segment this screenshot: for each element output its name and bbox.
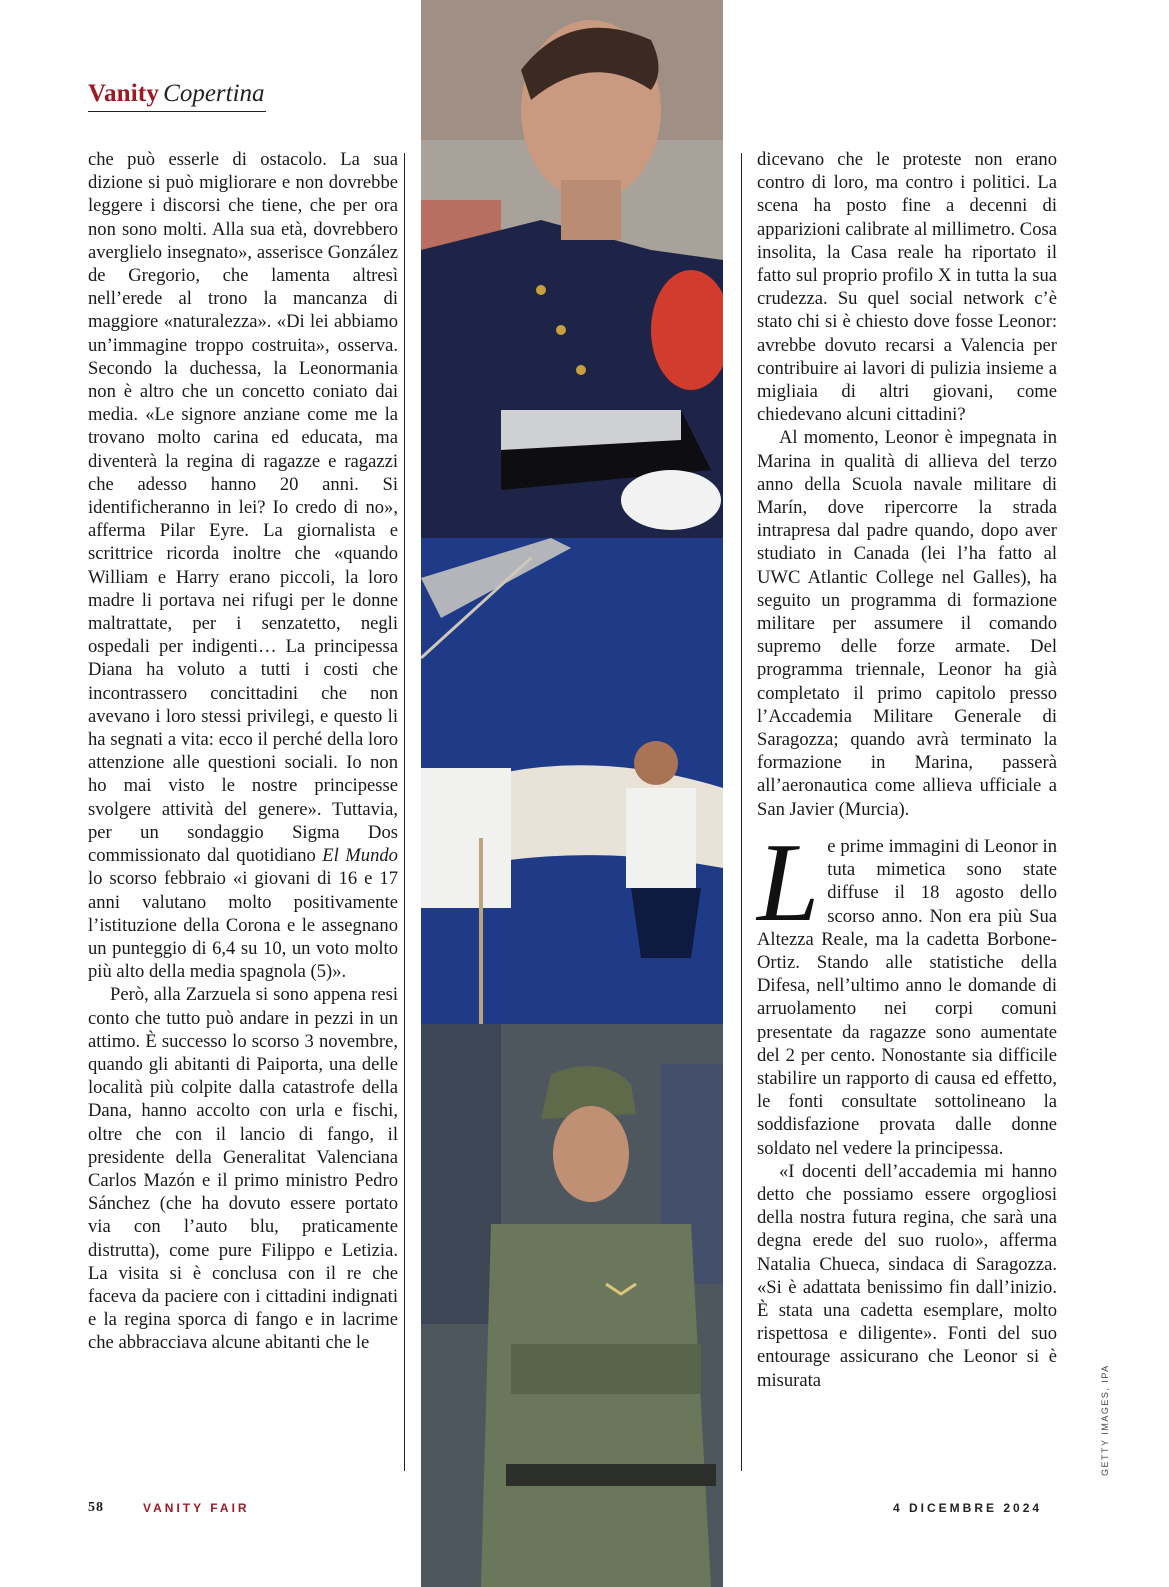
- photo-credit: GETTY IMAGES, IPA: [1100, 1364, 1110, 1476]
- paragraph: Però, alla Zarzuela si sono appena resi conto che tutto può andare in pezzi in un attimo. È successo lo scorso 3 novembre, quando gli abitanti di Paiporta, una delle località più colpite dalla catastrofe della Dana, hanno accolto con urla e fischi, oltre che con il lancio di fango, il presidente della Generalitat Valenciana Carlos Mazón e il primo ministro Pedro Sánchez (che ha dovuto essere portato via con l’auto blu, praticamente distrutta), come pure Filippo e Letizia. La visita si è conclusa con il re che faceva da paciere con i cittadini indignati e la regina sporca di fango e in lacrime che abbracciava alcune abitanti che le: [88, 984, 398, 1354]
- right-column: [757, 148, 1057, 1392]
- photo-sailors-rigging-illustration: [421, 538, 723, 1024]
- paragraph: e prime immagini di Leonor in tuta mimetica sono state diffuse il 18 agosto dello scorso anno. Non era più Sua Altezza Reale, ma la cadetta Borbone-Ortiz. Stando alle statistiche della Difesa, nell’ultimo anno le domande di arruolamento nei corpi comuni presentate da ragazze sono aumentate del 2 per cento. Nonostante sia difficile stabilire un rapporto di causa ed effetto, le fonti consultate sottolineano la soddisfazione provata dalle donne soldato nel vedere la principessa.: [757, 835, 1057, 1159]
- photo-cadet-uniform-illustration: [421, 0, 723, 538]
- column-rule: [741, 153, 742, 1471]
- drop-cap: L: [757, 820, 820, 945]
- paragraph: che può esserle di ostacolo. La sua dizione si può migliorare e non dovrebbe leggere i discorsi che tiene, che per ora non sono molti. Alla sua età, dovrebbero averglielo insegnato», asserisce González de Gregorio, che lamenta altresì nell’erede al trono la mancanza di maggiore «naturalezza». «Di lei abbiamo un’immagine troppo costruita», osserva. Secondo la duchessa, la Leonormania non è altro che un concetto coniato dai media. «Le signore anziane come me la trovano molto carina ed educata, ma diventerà la regina di ragazze e ragazzi che adesso hanno 20 anni. Si identificheranno in lei? Io credo di no», afferma Pilar Eyre. La giornalista e scrittrice ricorda inoltre che «quando William e Harry erano piccoli, la loro madre li portava nei rifugi per le donne maltrattate, per i senzatetto, negli ospedali per indigenti… La principessa Diana ha voluto a tutti i costi che incontrassero concittadini che non avevano i loro stessi privilegi, e questo li ha segnati a vita: ecco il perché della loro attenzione alle questioni sociali. Io non ho mai visto le nostre principesse svolgere attività del genere». Tuttavia, per un sondaggio Sigma Dos commissionato dal quotidiano El Mundo lo scorso febbraio «i giovani di 16 e 17 anni valutano molto positivamente l’istituzione della Corona e le assegnano un punteggio di 6,4 su 10, un voto molto più alto della media spagnola (5)».: [88, 149, 398, 983]
- magazine-name: VANITY FAIR: [143, 1501, 250, 1515]
- photo-cadet-fatigues-illustration: [421, 1024, 723, 1587]
- photo-strip: [421, 0, 723, 1587]
- section-name: Copertina: [163, 80, 265, 107]
- left-column: [88, 148, 398, 1355]
- page-number: 58: [88, 1500, 104, 1515]
- section-header: [88, 80, 266, 112]
- newspaper-title: El Mundo: [322, 845, 398, 867]
- paragraph: Al momento, Leonor è impegnata in Marina in qualità di allieva del terzo anno della Scuola navale militare di Marín, dove ripercorre la strada intrapresa dal padre quando, dopo aver studiato in Canada (lei l’ha fatto al UWC Atlantic College nel Galles), ha seguito un programma di formazione militare per assumere il comando supremo delle forze armate. Del programma triennale, Leonor ha già completato il primo capitolo presso l’Accademia Militare Generale di Saragozza; quando avrà terminato la formazione in Marina, passerà all’aeronautica come allieva ufficiale a San Javier (Murcia).: [757, 427, 1057, 820]
- brand-name: Vanity: [88, 80, 160, 107]
- dropcap-paragraph: [757, 820, 1057, 1160]
- photo-cadet-fatigues: [421, 1024, 723, 1587]
- photo-sailors-rigging: [421, 538, 723, 1024]
- issue-date: 4 DICEMBRE 2024: [893, 1501, 1043, 1515]
- photo-cadet-uniform: [421, 0, 723, 538]
- column-rule: [404, 153, 405, 1471]
- paragraph: dicevano che le proteste non erano contro di loro, ma contro i politici. La scena ha posto fine a decenni di apparizioni calibrate al millimetro. Cosa insolita, la Casa reale ha riportato il fatto sul proprio profilo X in tutta la sua crudezza. Su quel social network c’è stato chi si è chiesto dove fosse Leonor: avrebbe dovuto recarsi a Valencia per contribuire ai lavori di pulizia insieme a migliaia di altri giovani, come chiedevano alcuni cittadini?: [757, 149, 1057, 426]
- paragraph: «I docenti dell’accademia mi hanno detto che possiamo essere orgogliosi della nostra futura regina, che sarà una degna erede del suo ruolo», afferma Natalia Chueca, sindaca di Saragozza. «Si è adattata benissimo fin dall’inizio. È stata una cadetta esemplare, molto rispettosa e diligente». Fonti del suo entourage assicurano che Leonor si è misurata: [757, 1160, 1057, 1391]
